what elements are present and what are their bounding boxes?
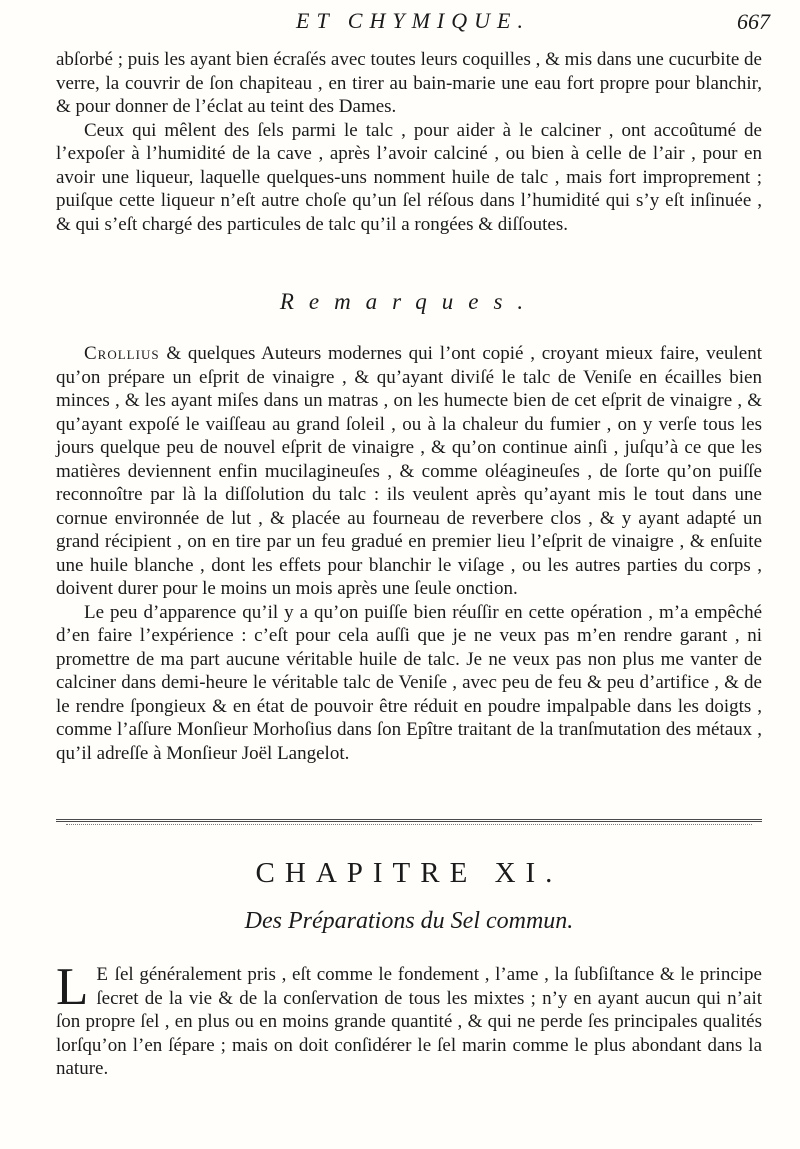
talc-oil-paragraph: Ceux qui mêlent des ſels parmi le talc , pour aider à le calciner , ont accoûtumé de l’expoſer à l’humidité de la cave , après l’avoir calciné , ou bien à celle de l’air , pour en avoir une liqueur, laquelle quelques-uns nomment huile de talc , mais fort improprement ; puiſque cette liqueur n’eſt autre choſe qu’un ſel réſous dans l’humidité qui s’y eſt inſinuée , & qui s’eſt chargé des particules de talc qu’il a rongées & diſſoutes.: [56, 119, 762, 235]
remarques-paragraph-1: [56, 342, 762, 601]
opening-text-block: [56, 48, 762, 236]
opening-paragraph: abſorbé ; puis les ayant bien écraſés avec toutes leurs coquilles , & mis dans une cucurbite de verre, la couvrir de ſon chapiteau , en tirer au bain-marie une eau fort propre pour blanchir, & pour donner de l’éclat au teint des Dames.: [56, 49, 762, 117]
running-title: ET CHYMIQUE.: [296, 8, 530, 33]
remarques-text-block: [56, 342, 762, 765]
crollius-name: Crollius: [84, 343, 160, 364]
remarques-paragraph-2: Le peu d’apparence qu’il y a qu’on puiſſe bien réuſſir en cette opération , m’a empêché d’en faire l’expérience : c’eſt pour cela auſſi que je ne veux pas m’en rendre garant , ni promettre de ma part aucune véritable huile de talc. Je ne veux pas non plus me vanter de calciner dans demi-heure le véritable talc de Veniſe , avec peu de feu & peu d’artifice , & de le rendre ſpongieux & en état de pouvoir être réduit en poudre impalpable dans les doigts , comme l’aſſure Monſieur Morhoſius dans ſon Epître traitant de la tranſmutation des métaux , qu’il adreſſe à Monſieur Joël Langelot.: [56, 601, 762, 764]
page-header: [56, 8, 770, 42]
remarques-paragraph-1-text: & quelques Auteurs modernes qui l’ont copié , croyant mieux faire, veulent qu’on prépare un eſprit de vinaigre , & qu’ayant diviſé le talc de Veniſe en écailles bien minces , & les ayant miſes dans un matras , on les humecte bien de cet eſprit de vinaigre , & qu’ayant expoſé le vaiſſeau au grand ſoleil , ou à la chaleur du fumier , on y verſe tous les jours quelque peu de nouvel eſprit de vinaigre , & qu’on continue ainſi , juſqu’à ce que les matières deviennent enfin mucilagineuſes , & comme oléagineuſes , de ſorte qu’on puiſſe reconnoître par là la diſſolution du talc : ils veulent après qu’ayant mis le tout dans une cornue environnée de lut , & placée au fourneau de reverbere clos , & y ayant adapté un grand récipient , on en tire par un feu gradué en premier lieu l’eſprit de vinaigre , & enſuite une huile blanche , dont les effets pour blanchir le viſage , ou les autres parties du corps , doivent durer pour le moins un mois après une ſeule onction.: [56, 343, 762, 599]
page-number: 667: [737, 9, 770, 34]
chapter-opening-paragraph: [56, 958, 762, 1081]
chapter-subtitle: Des Préparations du Sel commun.: [244, 908, 574, 934]
remarques-heading: Remarques.: [279, 289, 539, 314]
drop-cap-letter: L: [56, 958, 89, 1016]
chapter-title: CHAPITRE XI.: [255, 857, 563, 889]
ornamental-divider: [56, 818, 762, 826]
first-word: E: [96, 964, 109, 985]
chapter-paragraph-text: ſel généralement pris , eſt comme le fondement , l’ame , la ſubſiſtance & le principe ſecret de la vie & de la conſervation de tous les mixtes ; n’y en ayant aucun qui n’ait ſon propre ſel , en plus ou en moins grande quantité , & qui ne perde ſes principales qualités lorſqu’on l’en ſépare ; mais on doit conſidérer le ſel marin comme le plus abondant dans la nature.: [56, 964, 762, 1079]
